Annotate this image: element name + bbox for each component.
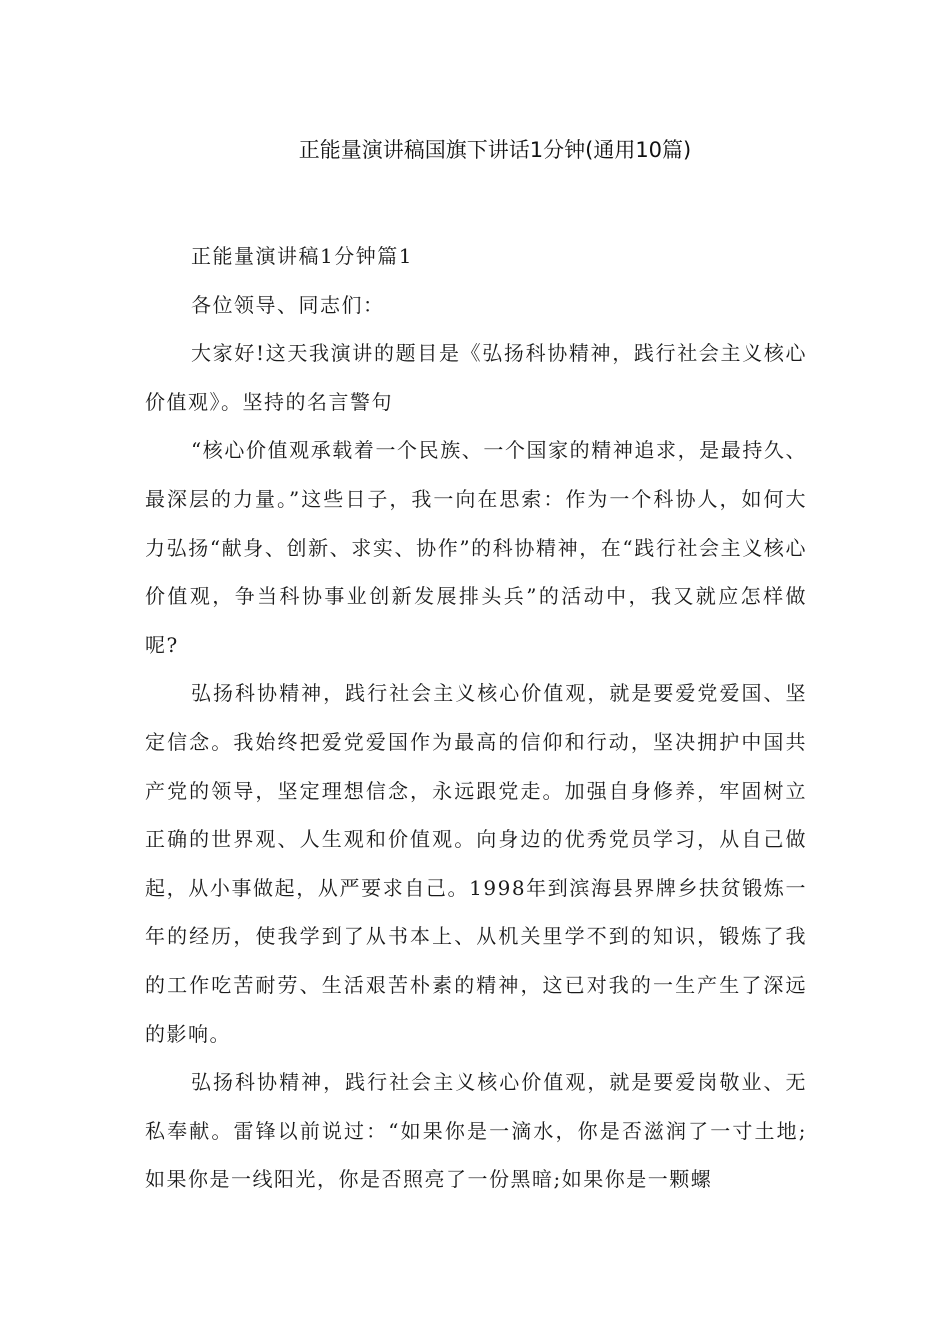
body-paragraph: “核心价值观承载着一个民族、一个国家的精神追求，是最持久、最深层的力量。”这些日子，我一向在思索：作为一个科协人，如何大力弘扬“献身、创新、求实、协作”的科协精神，在“践行社会主义核心价值观，争当科协事业创新发展排头兵”的活动中，我又就应怎样做呢? [145,438,807,657]
body-paragraph: 弘扬科协精神，践行社会主义核心价值观，就是要爱岗敬业、无私奉献。雷锋以前说过：“如果你是一滴水，你是否滋润了一寸土地;如果你是一线阳光，你是否照亮了一份黑暗;如果你是一颗螺 [145,1070,807,1192]
document-body [145,232,807,1204]
document-title: 正能量演讲稿国旗下讲话1分钟(通用10篇) [298,138,692,162]
body-paragraph: 弘扬科协精神，践行社会主义核心价值观，就是要爱党爱国、坚定信念。我始终把爱党爱国作为最高的信仰和行动，坚决拥护中国共产党的领导，坚定理想信念，永远跟党走。加强自身修养，牢固树立正确的世界观、人生观和价值观。向身边的优秀党员学习，从自己做起，从小事做起，从严要求自己。1998年到滨海县界牌乡扶贫锻炼一年的经历，使我学到了从书本上、从机关里学不到的知识，锻炼了我的工作吃苦耐劳、生活艰苦朴素的精神，这已对我的一生产生了深远的影响。 [145,681,807,1046]
section-heading: 正能量演讲稿1分钟篇1 [191,244,413,268]
body-paragraph: 大家好!这天我演讲的题目是《弘扬科协精神，践行社会主义核心价值观》。坚持的名言警句 [145,341,807,414]
salutation-paragraph: 各位领导、同志们： [191,292,385,317]
